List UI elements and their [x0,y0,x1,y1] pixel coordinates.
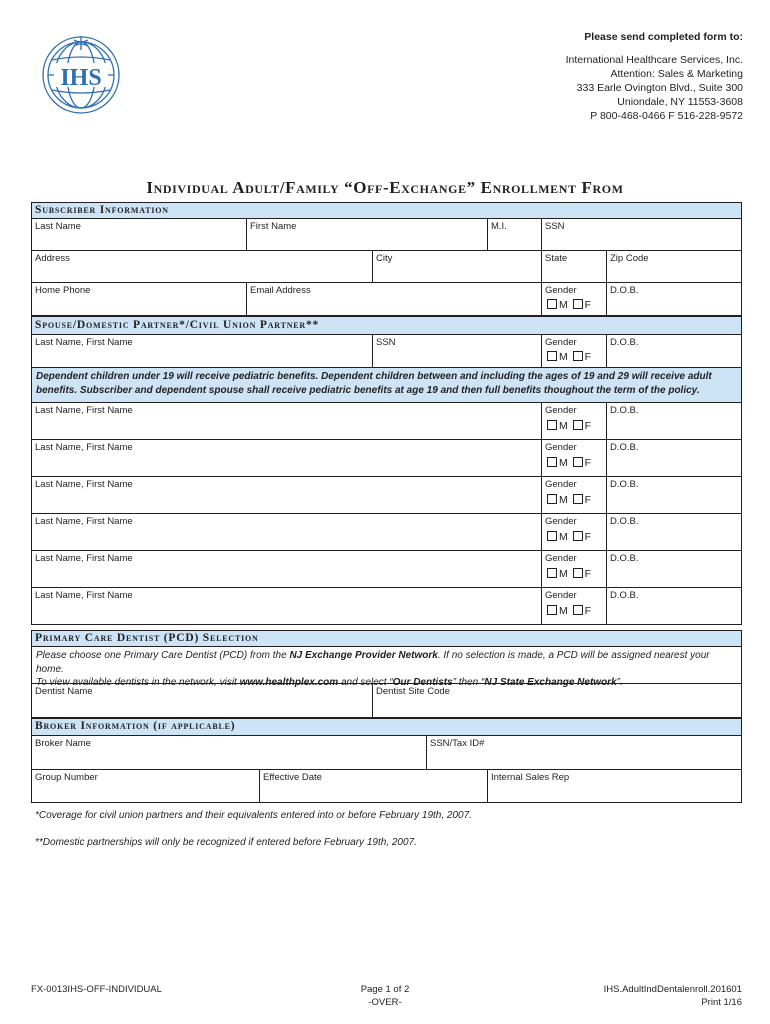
send-to-address [566,30,743,123]
dependent-dob-field[interactable] [606,476,742,514]
field-label: SSN [376,337,396,348]
field-label: Dentist Site Code [376,686,450,697]
spouse-dob-field[interactable] [606,334,742,368]
dependent-dob-field[interactable] [606,587,742,625]
female-label: F [584,420,592,432]
gender-options [545,605,603,617]
field-label: D.O.B. [610,479,639,490]
male-checkbox[interactable] [547,494,557,504]
dependent-dob-field[interactable] [606,439,742,477]
field-label: D.O.B. [610,516,639,527]
dependent-gender-field [541,402,607,440]
page-number [335,983,435,1009]
send-to-heading: Please send completed form to: [584,31,743,43]
dependent-name-field[interactable] [31,476,542,514]
field-label: Gender [545,337,577,348]
field-label: D.O.B. [610,405,639,416]
male-label: M [559,299,568,311]
effective-date-field[interactable] [259,769,488,803]
dependent-dob-field[interactable] [606,550,742,588]
dependent-dob-field[interactable] [606,513,742,551]
dentist-name-field[interactable] [31,683,373,718]
dependent-gender-field [541,513,607,551]
dependent-gender-field [541,476,607,514]
female-checkbox[interactable] [573,457,583,467]
subscriber-city-field[interactable] [372,250,542,283]
group-number-field[interactable] [31,769,260,803]
field-label: Gender [545,553,577,564]
male-label: M [559,351,568,363]
subscriber-zip-field[interactable] [606,250,742,283]
spouse-gender-field [541,334,607,368]
subscriber-first-name-field[interactable] [246,218,488,251]
field-label: M.I. [491,221,507,232]
pcd-instructions [31,646,742,688]
female-label: F [584,457,592,469]
subscriber-gender-field [541,282,607,316]
field-label: SSN [545,221,565,232]
field-label: Gender [545,442,577,453]
field-label: Gender [545,405,577,416]
gender-options [545,494,603,506]
subscriber-state-field[interactable] [541,250,607,283]
broker-ssn-tax-field[interactable] [426,735,742,770]
internal-sales-rep-field[interactable] [487,769,742,803]
address-line: Attention: Sales & Marketing [610,68,743,80]
field-label: Email Address [250,285,311,296]
field-label: Internal Sales Rep [491,772,570,783]
female-checkbox[interactable] [573,351,583,361]
dependent-name-field[interactable] [31,439,542,477]
subscriber-dob-field[interactable] [606,282,742,316]
pcd-section-header: Primary Care Dentist (PCD) Selection [31,630,742,647]
form-title: Individual Adult/Family “Off-Exchange” Enrollment From [146,178,624,197]
pcd-instruction-line: Please choose one Primary Care Dentist (PCD) from the NJ Exchange Provider Network. If no selection is made, a PCD will be assigned nearest your home. [36,650,710,675]
broker-section-header: Broker Information (if applicable) [31,718,742,736]
field-label: State [545,253,568,264]
female-label: F [584,351,592,363]
form-id: FX-0013IHS-OFF-INDIVIDUAL [31,984,162,995]
female-label: F [584,531,592,543]
field-label: Group Number [35,772,98,783]
footnote-civil-union: *Coverage for civil union partners and their equivalents entered into or before February 19th, 2007. [35,810,472,821]
dependent-gender-field [541,439,607,477]
gender-options [545,457,603,469]
print-date-text: Print 1/16 [701,997,742,1008]
male-label: M [559,494,568,506]
female-label: F [584,299,592,311]
field-label: Last Name, First Name [35,479,133,490]
address-line: Uniondale, NY 11553-3608 [617,96,743,108]
field-label: Last Name, First Name [35,516,133,527]
spouse-name-field[interactable] [31,334,373,368]
field-label: Effective Date [263,772,322,783]
dependent-name-field[interactable] [31,402,542,440]
subscriber-last-name-field[interactable] [31,218,247,251]
document-id [604,983,742,1009]
field-label: Zip Code [610,253,649,264]
male-checkbox[interactable] [547,605,557,615]
spouse-section-header: Spouse/Domestic Partner*/Civil Union Partner** [31,316,742,335]
male-checkbox[interactable] [547,420,557,430]
field-label: Last Name, First Name [35,590,133,601]
field-label: Gender [545,590,577,601]
subscriber-address-field[interactable] [31,250,373,283]
address-line: 333 Earle Ovington Blvd., Suite 300 [576,82,743,94]
field-label: Home Phone [35,285,91,296]
dependents-note: Dependent children under 19 will receive pediatric benefits. Dependent children between and including the ages of 19 and 29 will receive adult benefits. Subscriber and dependent spouse shall receive pediatric benefits at age 19 and then full benefits thoughout the term of the policy. [31,367,742,403]
subscriber-section-header: Subscriber Information [31,202,742,219]
field-label: Gender [545,516,577,527]
document-id-text: IHS.AdultIndDentalenroll.201601 [603,984,742,995]
subscriber-email-field[interactable] [246,282,542,316]
male-checkbox[interactable] [547,568,557,578]
broker-name-field[interactable] [31,735,427,770]
provider-network-text: NJ Exchange Provider Network [289,650,438,661]
female-checkbox[interactable] [573,531,583,541]
field-label: Last Name, First Name [35,337,133,348]
field-label: Dentist Name [35,686,93,697]
male-label: M [559,568,568,580]
female-checkbox[interactable] [573,299,583,309]
field-label: First Name [250,221,297,232]
address-line: P 800-468-0466 F 516-228-9572 [590,110,743,122]
male-label: M [559,457,568,469]
female-label: F [584,568,592,580]
logo-text: IHS [60,65,102,91]
subscriber-home-phone-field[interactable] [31,282,247,316]
address-line: International Healthcare Services, Inc. [565,54,743,66]
field-label: D.O.B. [610,553,639,564]
male-label: M [559,605,568,617]
dentist-site-code-field[interactable] [372,683,742,718]
subscriber-mi-field[interactable] [487,218,542,251]
field-label: D.O.B. [610,442,639,453]
field-label: SSN/Tax ID# [430,738,485,749]
field-label: D.O.B. [610,285,639,296]
female-checkbox[interactable] [573,605,583,615]
dependent-name-field[interactable] [31,587,542,625]
field-label: Last Name [35,221,81,232]
male-checkbox[interactable] [547,531,557,541]
male-checkbox[interactable] [547,457,557,467]
pcd-instruction-line: To view available dentists in the network, visit www.healthplex.com and select “Our Dentists” then “NJ State Exchange Network”. [36,677,623,688]
gender-options [545,420,603,432]
female-checkbox[interactable] [573,420,583,430]
field-label: Last Name, First Name [35,442,133,453]
gender-options [545,568,603,580]
field-label: Gender [545,285,577,296]
subscriber-ssn-field[interactable] [541,218,742,251]
gender-options [545,531,603,543]
over-text: -OVER- [368,997,402,1008]
website-link[interactable]: www.healthplex.com [239,677,339,688]
male-checkbox[interactable] [547,299,557,309]
page-number-text: Page 1 of 2 [360,984,410,995]
dependent-name-field[interactable] [31,513,542,551]
male-checkbox[interactable] [547,351,557,361]
male-label: M [559,420,568,432]
field-label: City [376,253,393,264]
female-label: F [584,494,592,506]
field-label: Last Name, First Name [35,405,133,416]
gender-options [545,299,603,311]
dependent-name-field[interactable] [31,550,542,588]
female-label: F [584,605,592,617]
field-label: Address [35,253,70,264]
field-label: Broker Name [35,738,91,749]
gender-options [545,351,603,363]
female-checkbox[interactable] [573,494,583,504]
female-checkbox[interactable] [573,568,583,578]
spouse-ssn-field[interactable] [372,334,542,368]
field-label: Gender [545,479,577,490]
dependent-gender-field [541,550,607,588]
field-label: D.O.B. [610,337,639,348]
male-label: M [559,531,568,543]
field-label: Last Name, First Name [35,553,133,564]
ihs-logo [30,30,132,120]
field-label: D.O.B. [610,590,639,601]
dependent-dob-field[interactable] [606,402,742,440]
dependent-gender-field [541,587,607,625]
footnote-domestic-partnership: **Domestic partnerships will only be recognized if entered before February 19th, 2007. [35,837,417,848]
